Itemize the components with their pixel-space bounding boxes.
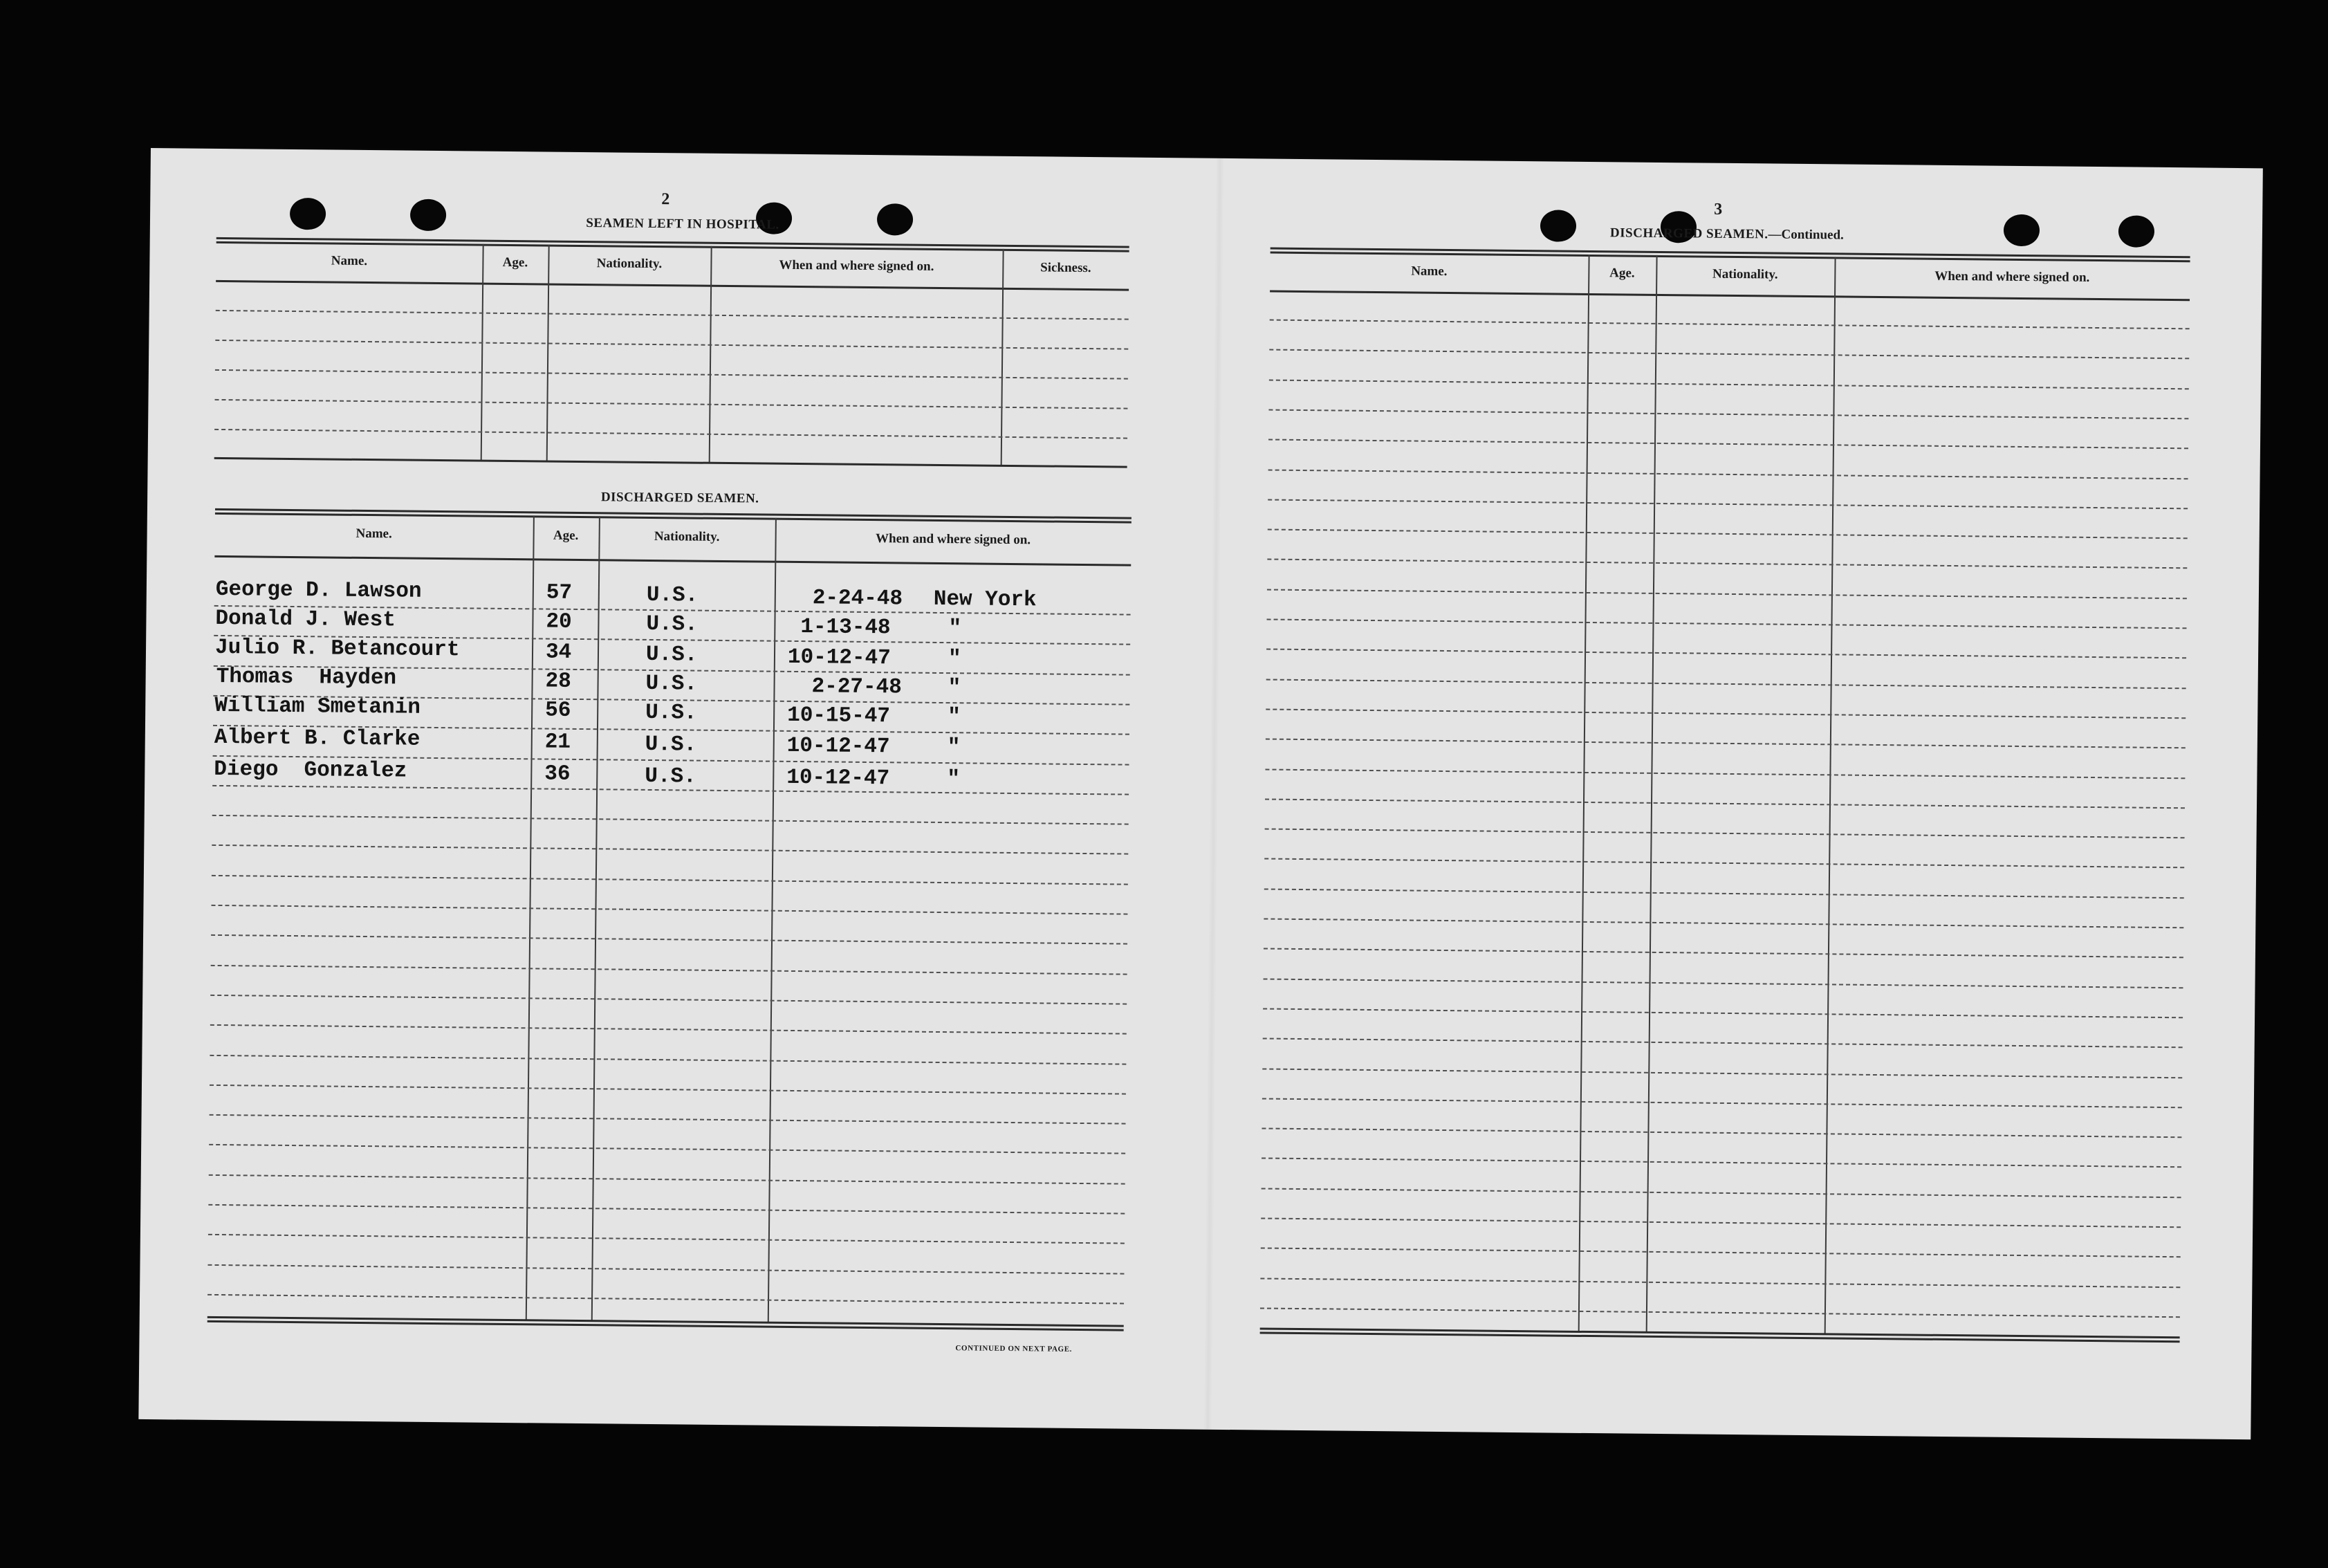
ruled-line [212, 875, 1128, 885]
seaman-age: 36 [544, 762, 571, 786]
signed-on-place: " [947, 735, 961, 760]
table-top-rule [1271, 248, 2190, 263]
seaman-name: William Smetanin [214, 693, 421, 720]
ruled-line [209, 1174, 1125, 1185]
ruled-line [211, 964, 1127, 975]
seaman-nationality: U.S. [646, 611, 699, 637]
signed-on-date: 10-12-47 [786, 733, 890, 759]
ruled-line [207, 1264, 1124, 1274]
column-header-age: Age. [1609, 266, 1635, 281]
column-header-name: Name. [1411, 264, 1448, 279]
seaman-nationality: U.S. [645, 764, 696, 789]
discharged-continued-table [1260, 248, 2190, 1346]
ruled-line [212, 815, 1129, 825]
ruled-line [211, 934, 1127, 945]
seaman-name: Thomas Hayden [216, 664, 397, 691]
discharged-table [207, 508, 1131, 1334]
ruled-line [1266, 739, 2186, 749]
column-header-nationality: Nationality. [1712, 266, 1778, 282]
ledger-sheet [138, 148, 2263, 1439]
page-number-right: 3 [1714, 200, 1723, 219]
ruled-line [1264, 948, 2183, 959]
ruled-line [1264, 978, 2183, 988]
hospital-section-title: SEAMEN LEFT IN HOSPITAL. [586, 216, 779, 232]
table-top-rule [215, 508, 1131, 524]
seaman-age: 34 [545, 640, 572, 665]
ruled-line [1262, 1188, 2181, 1198]
header-rule [1270, 290, 2190, 302]
signed-on-date: 1-13-48 [800, 615, 891, 640]
column-header-signed-on: When and where signed on. [779, 257, 934, 274]
ruled-line [1268, 439, 2188, 450]
column-divider [526, 515, 535, 1320]
table-bottom-rule [1260, 1327, 2180, 1343]
ruled-line [1266, 708, 2186, 719]
column-header-name: Name. [355, 526, 392, 542]
column-header-signed-on: When and where signed on. [1934, 268, 2090, 285]
discharged-section-title: DISCHARGED SEAMEN. [600, 490, 759, 506]
seaman-age: 21 [544, 730, 571, 755]
table-bottom-rule [214, 457, 1127, 468]
signed-on-place: " [948, 676, 961, 701]
column-header-age: Age. [553, 528, 579, 543]
signed-on-date: 10-15-47 [786, 703, 891, 729]
ruled-line [211, 905, 1127, 915]
ruled-line [1262, 1098, 2182, 1108]
seaman-name: Albert B. Clarke [214, 725, 421, 752]
seaman-name: George D. Lawson [215, 577, 422, 604]
ruled-line [1268, 409, 2188, 419]
ruled-line [1262, 1158, 2181, 1168]
punch-hole [877, 203, 913, 235]
column-divider [591, 516, 600, 1321]
ruled-line [1261, 1217, 2181, 1228]
ruled-line [1260, 1278, 2180, 1288]
column-header-name: Name. [331, 253, 368, 269]
table-top-rule [216, 237, 1129, 252]
ruled-line [1267, 559, 2187, 569]
ruled-line [208, 1234, 1125, 1244]
section-title-suffix: —Continued. [1768, 227, 1844, 243]
seaman-nationality: U.S. [645, 642, 698, 667]
seaman-name: Julio R. Betancourt [214, 635, 460, 663]
column-divider [709, 246, 712, 463]
ruled-line [1267, 619, 2187, 629]
punch-hole [2004, 214, 2040, 246]
signed-on-place: " [948, 647, 961, 672]
ruled-line [210, 995, 1127, 1005]
ruled-line [212, 845, 1128, 855]
signed-on-date: 2-27-48 [811, 674, 902, 700]
column-divider [1001, 249, 1004, 466]
ruled-line [210, 1054, 1126, 1064]
signed-on-place: New York [933, 587, 1037, 613]
ruled-line [1264, 919, 2183, 929]
column-header-nationality: Nationality. [654, 529, 720, 544]
signed-on-date: 2-24-48 [812, 586, 903, 611]
header-rule [214, 555, 1131, 566]
ruled-line [1265, 798, 2185, 809]
ruled-line [1260, 1307, 2180, 1318]
seaman-nationality: U.S. [645, 732, 697, 757]
ruled-line [208, 1204, 1125, 1215]
ruled-line [1266, 649, 2186, 659]
ruled-line [214, 429, 1127, 439]
table-bottom-rule [207, 1316, 1124, 1331]
column-divider [546, 245, 550, 462]
ruled-line [215, 369, 1128, 380]
page-number-left: 2 [661, 190, 670, 209]
signed-on-place: " [947, 767, 961, 792]
ruled-line [216, 310, 1129, 320]
signed-on-date: 10-12-47 [786, 765, 890, 791]
ruled-line [1269, 349, 2189, 360]
punch-hole [2118, 215, 2154, 247]
ruled-line [210, 1085, 1126, 1095]
seaman-name: Donald J. West [215, 606, 396, 633]
signed-on-place: " [947, 705, 961, 730]
column-divider [1646, 255, 1658, 1333]
ruled-line [207, 1294, 1124, 1304]
continued-section-title [1561, 225, 1893, 244]
ruled-line [209, 1144, 1125, 1154]
ruled-line [1262, 1068, 2182, 1078]
column-header-nationality: Nationality. [596, 256, 663, 272]
continued-footnote: CONTINUED ON NEXT PAGE. [955, 1344, 1073, 1354]
column-header-age: Age. [502, 255, 528, 270]
column-divider [768, 518, 777, 1323]
punch-hole [290, 198, 326, 230]
ruled-line [1264, 858, 2184, 869]
ruled-line [215, 340, 1128, 350]
column-header-sickness: Sickness. [1040, 260, 1091, 276]
ruled-line [1263, 1038, 2183, 1049]
ruled-line [1270, 320, 2190, 330]
signed-on-date: 10-12-47 [787, 645, 891, 671]
column-divider [1578, 255, 1590, 1332]
ruled-line [1265, 829, 2185, 839]
hospital-table [214, 237, 1129, 474]
ruled-line [1269, 379, 2189, 389]
seaman-age: 20 [546, 609, 572, 634]
page-fold [1203, 158, 1224, 1430]
ruled-line [1262, 1128, 2181, 1138]
ruled-line [1261, 1248, 2181, 1258]
seaman-nationality: U.S. [645, 671, 698, 697]
ruled-line [1267, 589, 2187, 599]
ruled-line [1268, 499, 2188, 509]
column-divider [1824, 257, 1836, 1334]
ruled-line [1265, 768, 2185, 779]
signed-on-place: " [948, 616, 962, 641]
ruled-line [210, 1024, 1127, 1035]
seaman-nationality: U.S. [646, 582, 699, 608]
ruled-line [1263, 1008, 2183, 1018]
ruled-line [210, 1114, 1126, 1125]
seaman-nationality: U.S. [645, 700, 697, 726]
ruled-line [1264, 888, 2184, 898]
seaman-name: Diego Gonzalez [214, 757, 407, 784]
ruled-line [1268, 529, 2188, 539]
header-rule [216, 280, 1129, 291]
ruled-line [215, 399, 1128, 409]
column-header-signed-on: When and where signed on. [876, 531, 1031, 548]
seaman-age: 57 [546, 580, 573, 605]
punch-hole [410, 199, 446, 231]
column-divider [481, 244, 484, 461]
ruled-line [1266, 679, 2186, 689]
ruled-line [1268, 469, 2188, 479]
seaman-age: 28 [545, 669, 572, 694]
section-title-text: DISCHARGED SEAMEN. [1609, 225, 1768, 242]
seaman-age: 56 [545, 698, 571, 723]
